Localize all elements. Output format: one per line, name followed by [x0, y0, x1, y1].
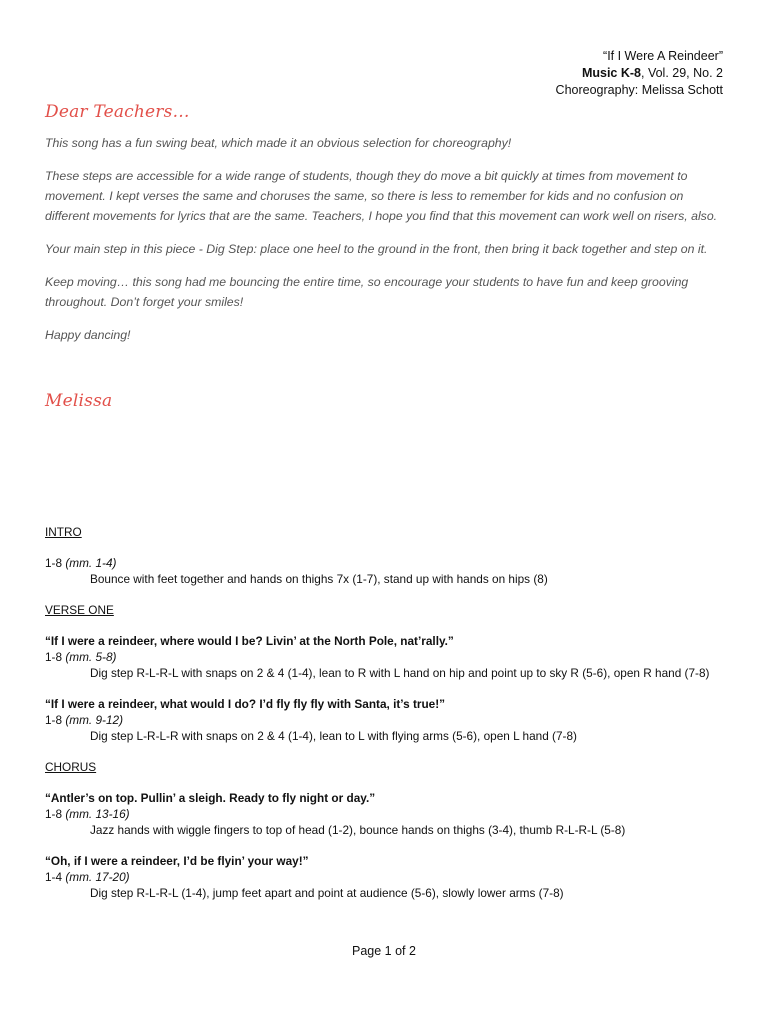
- beat-count: 1-8: [45, 807, 63, 821]
- step-description: Dig step R-L-R-L (1-4), jump feet apart and point at audience (5-6), slowly lower arms (7-8): [90, 886, 564, 900]
- step-description: Dig step L-R-L-R with snaps on 2 & 4 (1-4), lean to L with flying arms (5-6), open L hand (7-8): [90, 729, 577, 743]
- letter-paragraph: Happy dancing!: [45, 328, 131, 342]
- step-description: Bounce with feet together and hands on thighs 7x (1-7), stand up with hands on hips (8): [90, 572, 548, 586]
- count-line: [45, 649, 735, 665]
- song-title: “If I Were A Reindeer”: [603, 49, 723, 63]
- choreographer-credit: Choreography: Melissa Schott: [555, 83, 723, 97]
- publication-volume: , Vol. 29, No. 2: [641, 66, 723, 80]
- publication-line: [556, 65, 723, 82]
- step-description: Dig step R-L-R-L with snaps on 2 & 4 (1-4), lean to R with L hand on hip and point up to sky R (5-6), open R hand (7-8): [90, 666, 710, 680]
- letter-paragraph: These steps are accessible for a wide range of students, though they do move a bit quickly at times from movement to movement. I kept verses the same and choruses the same, so there is less to remember for kids and no confusion on different movements for lyrics that are the same. Teachers, I hope you find that this movement can work well on risers, also.: [45, 169, 718, 223]
- section-heading-intro: INTRO: [45, 525, 82, 539]
- beat-count: 1-8: [45, 650, 63, 664]
- letter-paragraph: Keep moving… this song had me bouncing the entire time, so encourage your students to have fun and keep grooving throughout. Don’t forget your smiles!: [45, 275, 689, 309]
- beat-count: 1-4: [45, 870, 63, 884]
- measures: (mm. 17-20): [65, 870, 130, 884]
- page-number: Page 1 of 2: [352, 944, 416, 958]
- letter-body: [45, 133, 720, 358]
- measures: (mm. 13-16): [65, 807, 130, 821]
- choreography-steps: [45, 524, 735, 916]
- section-heading-verse-one: VERSE ONE: [45, 603, 114, 617]
- beat-count: 1-8: [45, 713, 63, 727]
- lyric-line: “If I were a reindeer, what would I do? I’d fly fly fly with Santa, it’s true!”: [45, 697, 446, 711]
- publication-name: Music K-8: [581, 66, 641, 80]
- lyric-line: “Oh, if I were a reindeer, I’d be flyin’ your way!”: [45, 854, 309, 868]
- count-line: [45, 712, 735, 728]
- letter-signature: Melissa: [45, 391, 113, 411]
- letter-paragraph: This song has a fun swing beat, which made it an obvious selection for choreography!: [45, 136, 512, 150]
- count-line: [45, 869, 735, 885]
- lyric-line: “Antler’s on top. Pullin’ a sleigh. Ready to fly night or day.”: [45, 791, 376, 805]
- measures: (mm. 1-4): [65, 556, 117, 570]
- measures: (mm. 5-8): [65, 650, 117, 664]
- count-line: [45, 806, 735, 822]
- letter-paragraph: Your main step in this piece - Dig Step: place one heel to the ground in the front, then bring it back together and step on it.: [45, 242, 708, 256]
- lyric-line: “If I were a reindeer, where would I be? Livin’ at the North Pole, nat’rally.”: [45, 634, 454, 648]
- count-line: [45, 555, 735, 571]
- letter-greeting: Dear Teachers…: [45, 102, 190, 122]
- measures: (mm. 9-12): [65, 713, 124, 727]
- step-description: Jazz hands with wiggle fingers to top of head (1-2), bounce hands on thighs (3-4), thumb R-L-R-L (5-8): [90, 823, 626, 837]
- section-heading-chorus: CHORUS: [45, 760, 97, 774]
- document-header: [556, 48, 723, 99]
- beat-count: 1-8: [45, 556, 63, 570]
